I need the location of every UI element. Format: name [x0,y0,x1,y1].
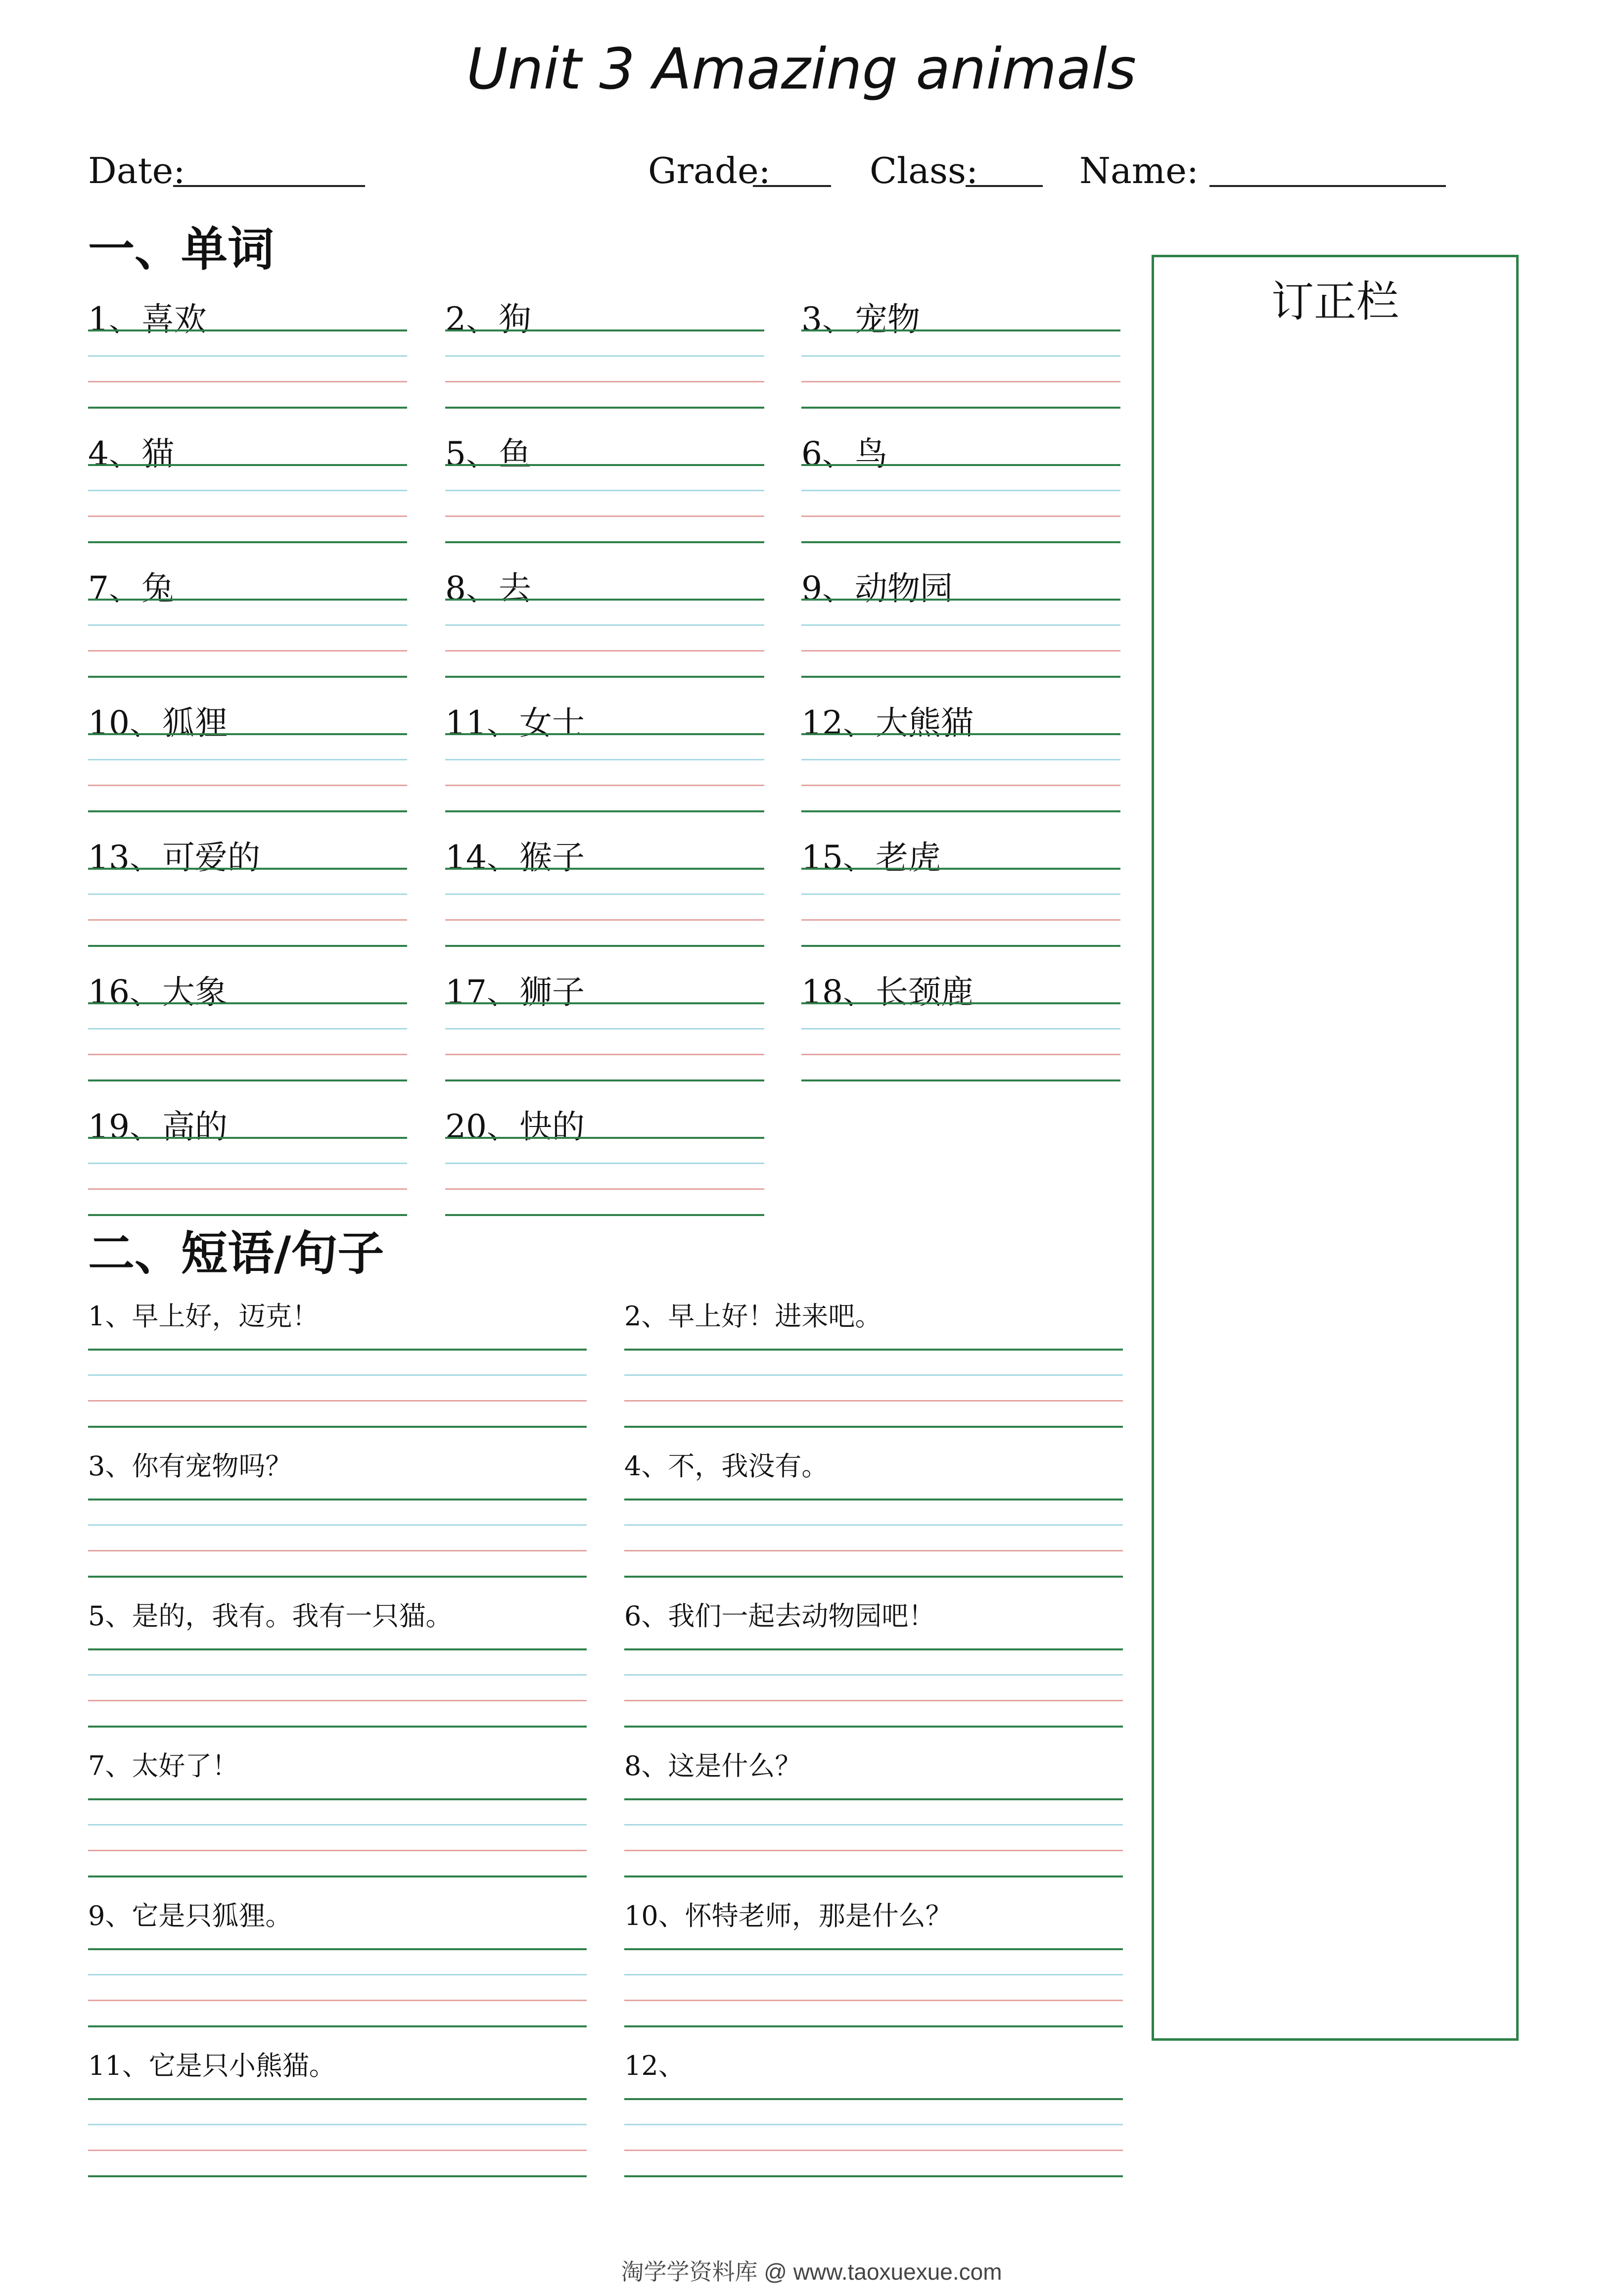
writing-item [88,546,407,681]
line-guide-red[interactable] [445,650,764,652]
line-top [88,1002,407,1004]
writing-item [801,681,1120,815]
line-guide-red[interactable] [445,1188,764,1190]
item-label: 19、高的 [88,1108,228,1146]
writing-item [445,950,764,1084]
item-label: 2、早上好！进来吧。 [624,1301,882,1332]
line-guide-blue[interactable] [801,1028,1120,1030]
line-top [88,599,407,601]
line-guide-red[interactable] [801,919,1120,921]
writing-item [801,546,1120,681]
item-label: 5、鱼 [445,435,531,473]
line-base[interactable] [88,945,407,947]
writing-item [801,277,1120,412]
item-label: 13、可爱的 [88,839,260,877]
writing-item [88,1886,587,2036]
item-label: 5、是的，我有。我有一只猫。 [88,1600,453,1632]
writing-item [88,412,407,546]
line-base[interactable] [624,1576,1123,1578]
writing-item [445,815,764,950]
line-base[interactable] [88,1875,587,1877]
line-guide-blue[interactable] [88,893,407,895]
grade-label: Grade: [648,150,771,191]
line-top [88,464,407,466]
line-guide-blue[interactable] [624,1524,1123,1526]
item-label: 1、喜欢 [88,300,207,338]
writing-item [624,1586,1123,1736]
writing-item [445,277,764,412]
date-label: Date: [88,150,185,191]
line-top [445,733,764,735]
writing-item [88,1084,407,1219]
line-guide-red[interactable] [88,650,407,652]
item-label: 10、怀特老师，那是什么？ [624,1900,952,1931]
line-base[interactable] [88,1426,587,1428]
line-guide-red[interactable] [624,1400,1123,1402]
item-label: 14、猴子 [445,839,585,877]
line-base[interactable] [88,541,407,543]
line-guide-red[interactable] [445,381,764,382]
writing-item [445,1084,764,1219]
line-guide-red[interactable] [88,1188,407,1190]
section-vocabulary-title: 一、单词 [88,223,275,277]
line-base[interactable] [88,407,407,409]
line-base[interactable] [445,810,764,812]
line-guide-red[interactable] [624,1550,1123,1551]
line-base[interactable] [801,945,1120,947]
line-top [801,599,1120,601]
writing-item [445,546,764,681]
item-label: 9、它是只狐狸。 [88,1900,292,1931]
line-base[interactable] [801,1079,1120,1081]
writing-item [88,277,407,412]
writing-item [801,950,1120,1084]
item-label: 8、这是什么？ [624,1750,802,1781]
line-guide-blue[interactable] [624,1974,1123,1975]
item-label: 10、狐狸 [88,704,228,742]
line-guide-red[interactable] [88,919,407,921]
line-top [445,1002,764,1004]
writing-item [624,1436,1123,1586]
line-top [445,868,764,870]
item-label: 12、大熊猫 [801,704,974,742]
correction-title: 订正栏 [1271,277,1399,327]
line-top [88,1648,587,1650]
line-guide-blue[interactable] [801,490,1120,491]
line-guide-red[interactable] [624,2000,1123,2001]
item-label: 16、大象 [88,973,228,1011]
line-base[interactable] [624,1426,1123,1428]
item-label: 11、它是只小熊猫。 [88,2050,336,2081]
writing-item [624,1886,1123,2036]
writing-item [624,1736,1123,1886]
line-guide-red[interactable] [624,1850,1123,1851]
line-guide-red[interactable] [88,1550,587,1551]
line-base[interactable] [88,2025,587,2027]
line-top [624,1648,1123,1650]
item-label: 2、狗 [445,300,531,338]
line-guide-blue[interactable] [88,1974,587,1975]
line-guide-blue[interactable] [88,759,407,760]
line-guide-blue[interactable] [445,355,764,357]
item-label: 3、你有宠物吗？ [88,1451,292,1482]
line-base[interactable] [624,1726,1123,1728]
line-base[interactable] [445,541,764,543]
line-top [88,1798,587,1800]
line-base[interactable] [88,676,407,678]
line-guide-red[interactable] [88,515,407,517]
line-guide-red[interactable] [801,1054,1120,1055]
item-label: 17、狮子 [445,973,585,1011]
line-top [624,1948,1123,1950]
item-label: 7、兔 [88,569,174,608]
line-guide-blue[interactable] [445,893,764,895]
line-base[interactable] [445,676,764,678]
writing-item [88,1586,587,1736]
line-top [445,599,764,601]
line-base[interactable] [801,676,1120,678]
name-label: Name: [1079,150,1199,191]
line-top [801,733,1120,735]
line-top [88,1349,587,1351]
footer-watermark: 淘学学资料库 @ www.taoxuexue.com [621,2259,1002,2285]
line-guide-blue[interactable] [801,624,1120,626]
writing-item [624,2036,1123,2186]
date-field[interactable] [173,185,365,187]
line-guide-red[interactable] [445,785,764,786]
line-base[interactable] [624,2025,1123,2027]
writing-item [88,950,407,1084]
name-field[interactable] [1209,185,1446,187]
line-top [801,464,1120,466]
line-guide-red[interactable] [801,515,1120,517]
line-guide-blue[interactable] [801,355,1120,357]
section-phrases-title: 二、短语/句子 [88,1227,384,1281]
line-top [801,868,1120,870]
item-label: 6、鸟 [801,435,887,473]
line-base[interactable] [801,407,1120,409]
line-guide-blue[interactable] [88,1524,587,1526]
line-top [445,329,764,331]
line-guide-red[interactable] [88,1400,587,1402]
item-label: 18、长颈鹿 [801,973,974,1011]
line-base[interactable] [88,1214,407,1216]
writing-item [445,681,764,815]
line-base[interactable] [445,407,764,409]
line-guide-red[interactable] [88,1054,407,1055]
line-base[interactable] [801,541,1120,543]
item-label: 8、去 [445,569,531,608]
line-guide-blue[interactable] [88,1674,587,1676]
line-guide-blue[interactable] [624,1824,1123,1826]
line-top [88,733,407,735]
line-guide-red[interactable] [624,1700,1123,1701]
line-guide-blue[interactable] [445,490,764,491]
writing-item [88,681,407,815]
item-label: 9、动物园 [801,569,953,608]
class-field[interactable] [966,185,1043,187]
item-label: 4、不，我没有。 [624,1451,829,1482]
line-base[interactable] [88,810,407,812]
line-guide-blue[interactable] [88,2124,587,2125]
item-label: 11、女士 [445,704,585,742]
line-top [88,1948,587,1950]
line-base[interactable] [88,1576,587,1578]
page-title: Unit 3 Amazing animals [466,36,1137,102]
item-label: 1、早上好，迈克！ [88,1301,319,1332]
line-guide-red[interactable] [801,381,1120,382]
line-base[interactable] [445,1214,764,1216]
item-label: 6、我们一起去动物园吧！ [624,1600,935,1632]
line-top [88,1137,407,1139]
writing-item [88,1436,587,1586]
item-label: 7、太好了！ [88,1750,239,1781]
writing-item [445,412,764,546]
line-base[interactable] [801,810,1120,812]
line-base[interactable] [88,1079,407,1081]
line-top [88,1499,587,1500]
writing-item [88,1286,587,1436]
item-label: 20、快的 [445,1108,585,1146]
line-guide-red[interactable] [88,785,407,786]
line-guide-blue[interactable] [445,759,764,760]
line-guide-red[interactable] [801,785,1120,786]
class-label: Class: [870,150,978,191]
writing-item [88,1736,587,1886]
line-base[interactable] [445,945,764,947]
line-guide-red[interactable] [88,1850,587,1851]
writing-item [801,815,1120,950]
correction-column[interactable] [1152,255,1519,2041]
line-guide-red[interactable] [88,1700,587,1701]
line-guide-blue[interactable] [445,1028,764,1030]
line-top [624,1499,1123,1500]
writing-item [801,412,1120,546]
line-guide-red[interactable] [445,919,764,921]
writing-item [88,2036,587,2186]
line-top [88,868,407,870]
line-guide-blue[interactable] [445,624,764,626]
line-guide-red[interactable] [88,381,407,382]
line-guide-red[interactable] [88,2150,587,2151]
line-guide-blue[interactable] [801,893,1120,895]
line-guide-red[interactable] [445,1054,764,1055]
line-base[interactable] [624,1875,1123,1877]
line-base[interactable] [445,1079,764,1081]
line-top [801,1002,1120,1004]
line-top [88,329,407,331]
line-top [624,2098,1123,2100]
line-guide-red[interactable] [88,2000,587,2001]
item-label: 12、 [624,2050,685,2081]
line-guide-blue[interactable] [624,2124,1123,2125]
line-guide-red[interactable] [801,650,1120,652]
writing-item [88,815,407,950]
line-guide-blue[interactable] [88,1374,587,1376]
line-top [624,1798,1123,1800]
line-guide-blue[interactable] [624,1674,1123,1676]
line-guide-blue[interactable] [624,1374,1123,1376]
line-guide-blue[interactable] [88,490,407,491]
line-guide-blue[interactable] [88,1824,587,1826]
line-base[interactable] [88,2175,587,2177]
line-guide-blue[interactable] [88,355,407,357]
line-guide-red[interactable] [445,515,764,517]
grade-field[interactable] [753,185,831,187]
line-base[interactable] [88,1726,587,1728]
line-base[interactable] [624,2175,1123,2177]
line-top [445,464,764,466]
item-label: 4、猫 [88,435,174,473]
line-top [445,1137,764,1139]
line-guide-red[interactable] [624,2150,1123,2151]
item-label: 3、宠物 [801,300,920,338]
line-guide-blue[interactable] [88,1163,407,1164]
line-guide-blue[interactable] [88,1028,407,1030]
line-top [624,1349,1123,1351]
line-guide-blue[interactable] [801,759,1120,760]
line-guide-blue[interactable] [445,1163,764,1164]
line-top [88,2098,587,2100]
line-guide-blue[interactable] [88,624,407,626]
writing-item [624,1286,1123,1436]
line-top [801,329,1120,331]
item-label: 15、老虎 [801,839,941,877]
